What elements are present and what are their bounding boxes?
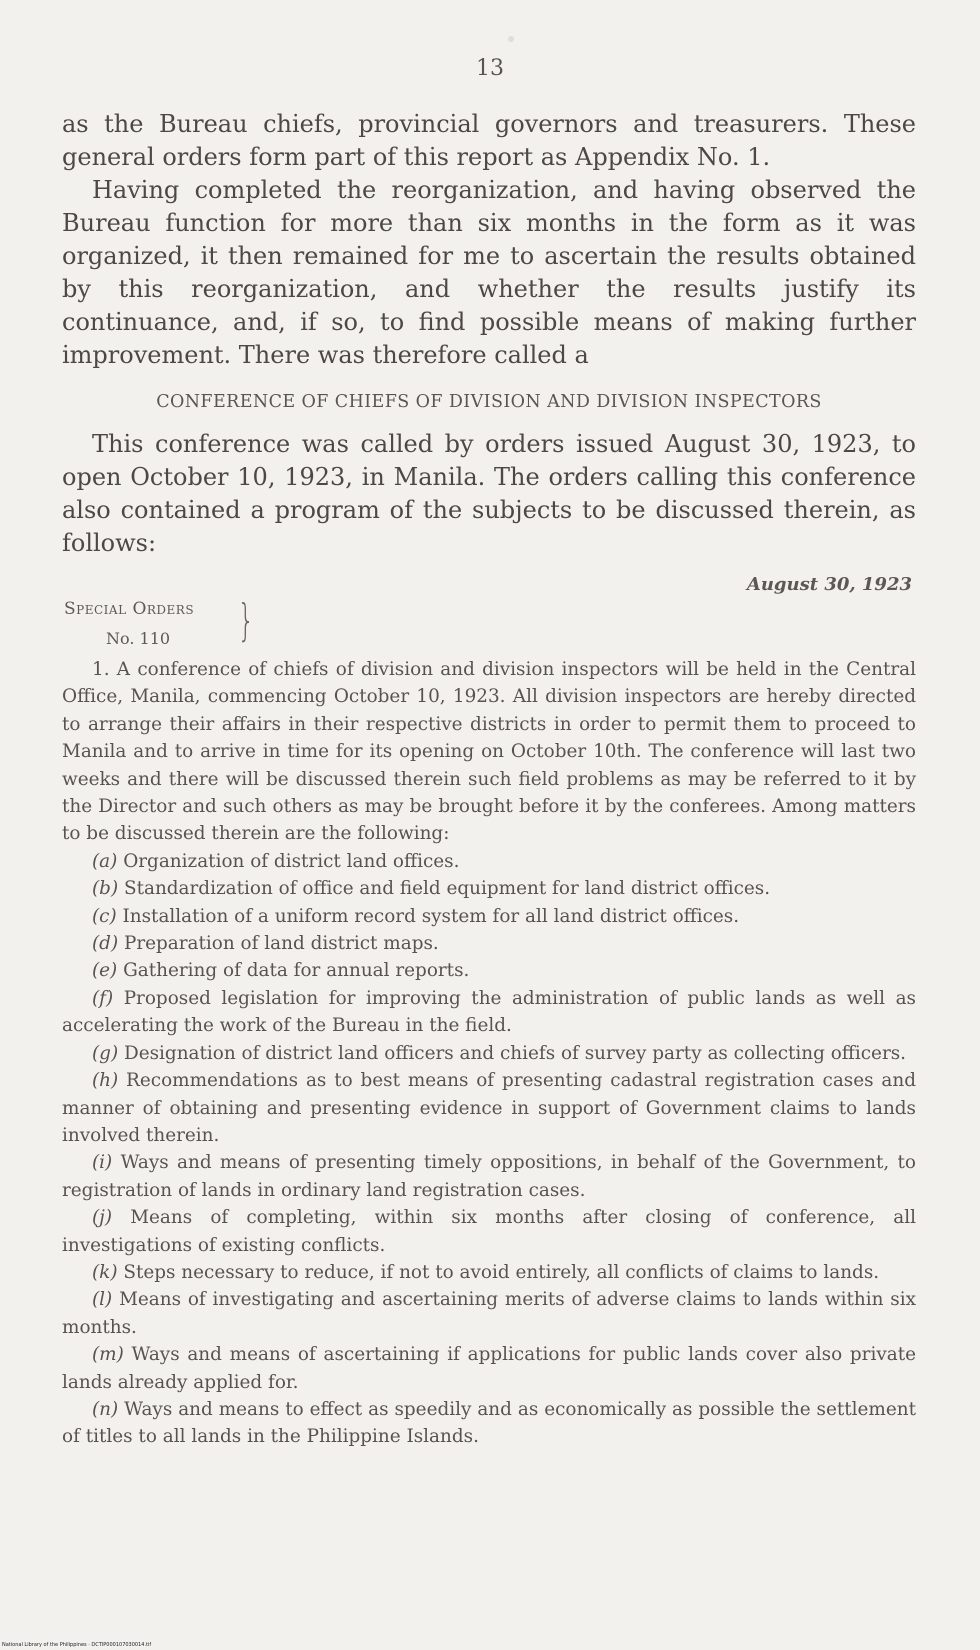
- paragraph: as the Bureau chiefs, provincial governors and treasurers. These general orders form part of this report as Appendix No. 1.: [62, 110, 916, 171]
- order-item-label: (b): [92, 878, 119, 900]
- order-body: [62, 656, 916, 1451]
- order-item-text: Organization of district land offices.: [123, 850, 460, 872]
- order-item-text: Means of completing, within six months after closing of conference, all investigations of existing conflicts.: [62, 1207, 916, 1256]
- order-item: [62, 1286, 916, 1341]
- order-item-label: (k): [92, 1261, 118, 1283]
- paragraph: Having completed the reorganization, and having observed the Bureau function for more than six months in the form as it was organized, it then remained for me to ascertain the results obtained by this reorganization, and whether the results justify its continuance, and, if so, to find possible means of making further improvement. There was therefore called a: [62, 176, 916, 369]
- order-item-label: (h): [92, 1070, 119, 1092]
- order-item-text: Designation of district land officers and chiefs of survey party as collecting officers.: [123, 1042, 907, 1064]
- order-header: [64, 594, 194, 654]
- order-item-text: Standardization of office and field equipment for land district offices.: [123, 878, 771, 900]
- order-item-label: (e): [92, 960, 118, 982]
- scan-credit: National Library of the Philippines · DCTIP000107030014.tif: [2, 1642, 152, 1648]
- order-item-label: (j): [92, 1207, 113, 1229]
- order-item-label: (c): [92, 905, 117, 927]
- order-intro: 1. A conference of chiefs of division and division inspectors will be held in the Central Office, Manila, commencing October 10, 1923. All division inspectors are hereby directed to arrange their affairs in their respective districts in order to permit them to proceed to Manila and to arrive in time for its opening on October 10th. The conference will last two weeks and there will be discussed therein such field problems as may be referred to it by the Director and such others as may be brought before it by the conferees. Among matters to be discussed therein are the following:: [62, 659, 916, 845]
- order-item-text: Recommendations as to best means of presenting cadastral registration cases and manner of obtaining and presenting evidence in support of Government claims to lands involved therein.: [62, 1070, 916, 1146]
- page-number: 13: [476, 56, 504, 81]
- order-item-text: Ways and means of ascertaining if applications for public lands cover also private lands already applied for.: [62, 1344, 916, 1393]
- order-item: [62, 875, 916, 902]
- order-item: [62, 1067, 916, 1149]
- brace-mark: }: [237, 595, 255, 646]
- order-item: [62, 985, 916, 1040]
- order-item-label: (g): [92, 1042, 119, 1064]
- order-item-label: (f): [92, 987, 114, 1009]
- order-title: Special Orders: [64, 599, 195, 619]
- paragraph: This conference was called by orders issued August 30, 1923, to open October 10, 1923, in Manila. The orders calling this conference also contained a program of the subjects to be discussed therein, as follows:: [62, 430, 916, 557]
- order-item: [62, 1149, 916, 1204]
- order-item-text: Gathering of data for annual reports.: [123, 960, 470, 982]
- order-item-label: (d): [92, 933, 119, 955]
- order-item-text: Steps necessary to reduce, if not to avoid entirely, all conflicts of claims to lands.: [123, 1261, 880, 1283]
- section-heading: CONFERENCE OF CHIEFS OF DIVISION AND DIVISION INSPECTORS: [156, 392, 822, 412]
- order-items-list: [62, 848, 916, 1451]
- order-item: [62, 1341, 916, 1396]
- order-item-label: (n): [92, 1398, 119, 1420]
- order-item-text: Means of investigating and ascertaining merits of adverse claims to lands within six months.: [62, 1289, 916, 1338]
- order-item: [62, 1040, 916, 1067]
- order-item-text: Ways and means of presenting timely oppositions, in behalf of the Government, to registration of lands in ordinary land registration cases.: [62, 1152, 916, 1201]
- order-item-label: (a): [92, 850, 118, 872]
- order-item-label: (m): [92, 1344, 124, 1366]
- order-number: No. 110: [106, 629, 171, 648]
- order-item-label: (i): [92, 1152, 113, 1174]
- order-item: [62, 930, 916, 957]
- order-date: August 30, 1923: [746, 574, 912, 595]
- order-item-text: Preparation of land district maps.: [123, 933, 439, 955]
- order-item-text: Installation of a uniform record system for all land district offices.: [122, 905, 740, 927]
- conference-text: [62, 428, 916, 560]
- order-item-label: (l): [92, 1289, 113, 1311]
- order-item: [62, 1396, 916, 1451]
- order-item: [62, 903, 916, 930]
- paper-speck: [508, 36, 514, 42]
- order-item-text: Proposed legislation for improving the administration of public lands as well as accelerating the work of the Bureau in the field.: [62, 987, 916, 1037]
- order-item: [62, 1204, 916, 1259]
- order-item: [62, 1259, 916, 1286]
- order-item: [62, 957, 916, 984]
- intro-text: [62, 108, 916, 372]
- order-item-text: Ways and means to effect as speedily and as economically as possible the settlement of titles to all lands in the Philippine Islands.: [62, 1398, 916, 1448]
- order-item: [62, 848, 916, 875]
